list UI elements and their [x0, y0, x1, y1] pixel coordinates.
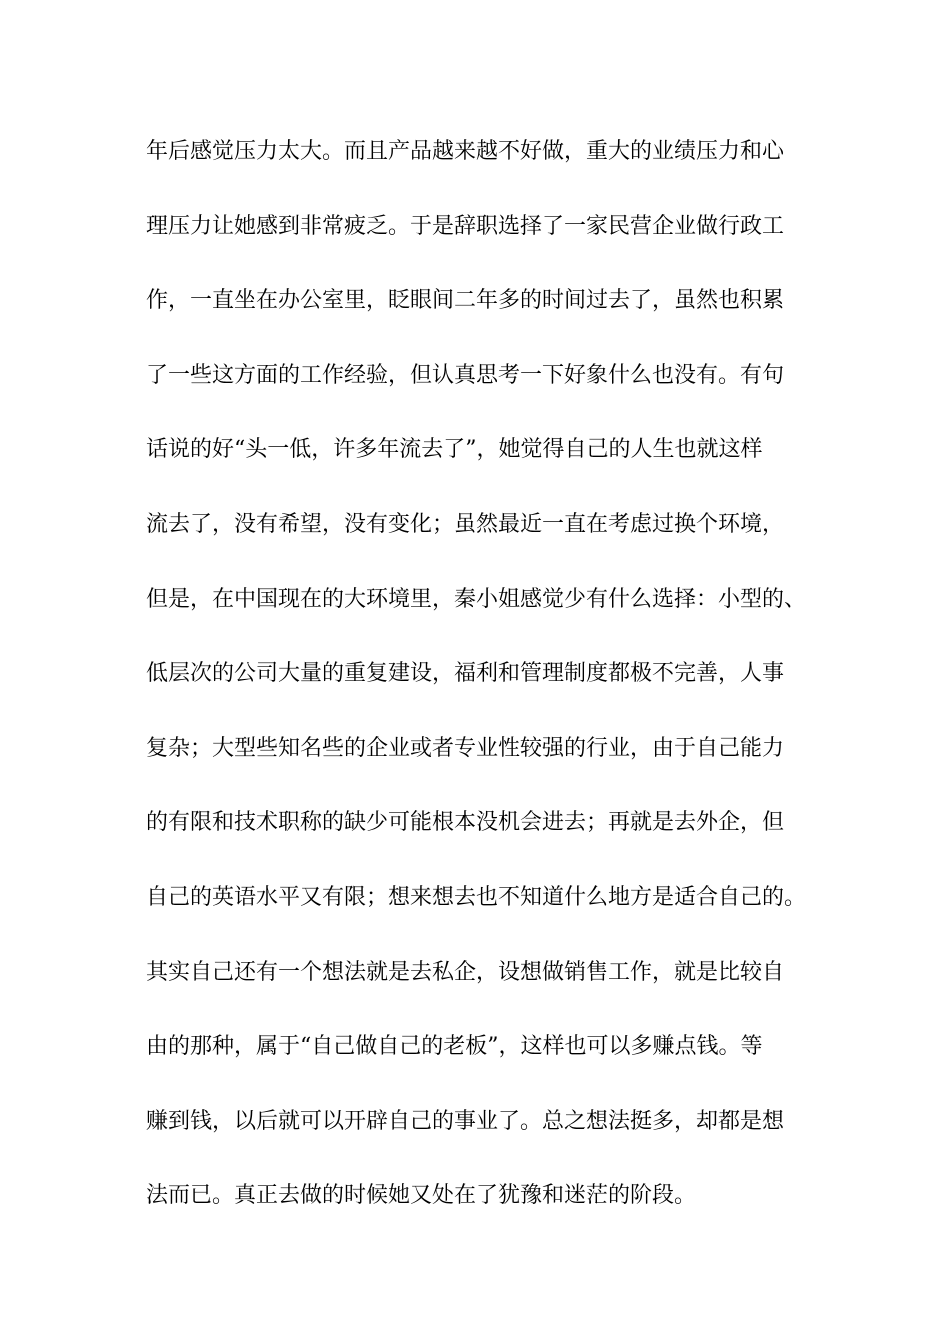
text-line: 法而已。真正去做的时候她又处在了犹豫和迷茫的阶段。: [146, 1183, 697, 1209]
text-line: 流去了，没有希望，没有变化；虽然最近一直在考虑过换个环境，: [146, 511, 785, 537]
text-line: 作，一直坐在办公室里，眨眼间二年多的时间过去了，虽然也积累: [146, 288, 785, 314]
text-line: 年后感觉压力太大。而且产品越来越不好做，重大的业绩压力和心: [146, 139, 785, 164]
text-line: 了一些这方面的工作经验，但认真思考一下好象什么也没有。有句: [146, 362, 785, 388]
text-line: 其实自己还有一个想法就是去私企，设想做销售工作，就是比较自: [146, 959, 785, 985]
text-line: 低层次的公司大量的重复建设，福利和管理制度都极不完善，人事: [146, 661, 785, 687]
text-line: 理压力让她感到非常疲乏。于是辞职选择了一家民营企业做行政工: [146, 213, 785, 239]
body-paragraph: [146, 134, 826, 1253]
text-line: 自己的英语水平又有限；想来想去也不知道什么地方是适合自己的。: [146, 884, 807, 910]
text-line: 由的那种，属于“自己做自己的老板”，这样也可以多赚点钱。等: [146, 1034, 763, 1060]
text-line: 复杂；大型些知名些的企业或者专业性较强的行业，由于自己能力: [146, 735, 785, 761]
text-line: 话说的好“头一低，许多年流去了”，她觉得自己的人生也就这样: [146, 437, 763, 463]
text-line: 赚到钱，以后就可以开辟自己的事业了。总之想法挺多，却都是想: [146, 1108, 785, 1134]
text-line: 的有限和技术职称的缺少可能根本没机会进去；再就是去外企，但: [146, 810, 785, 836]
text-line: 但是，在中国现在的大环境里，秦小姐感觉少有什么选择：小型的、: [146, 586, 807, 612]
